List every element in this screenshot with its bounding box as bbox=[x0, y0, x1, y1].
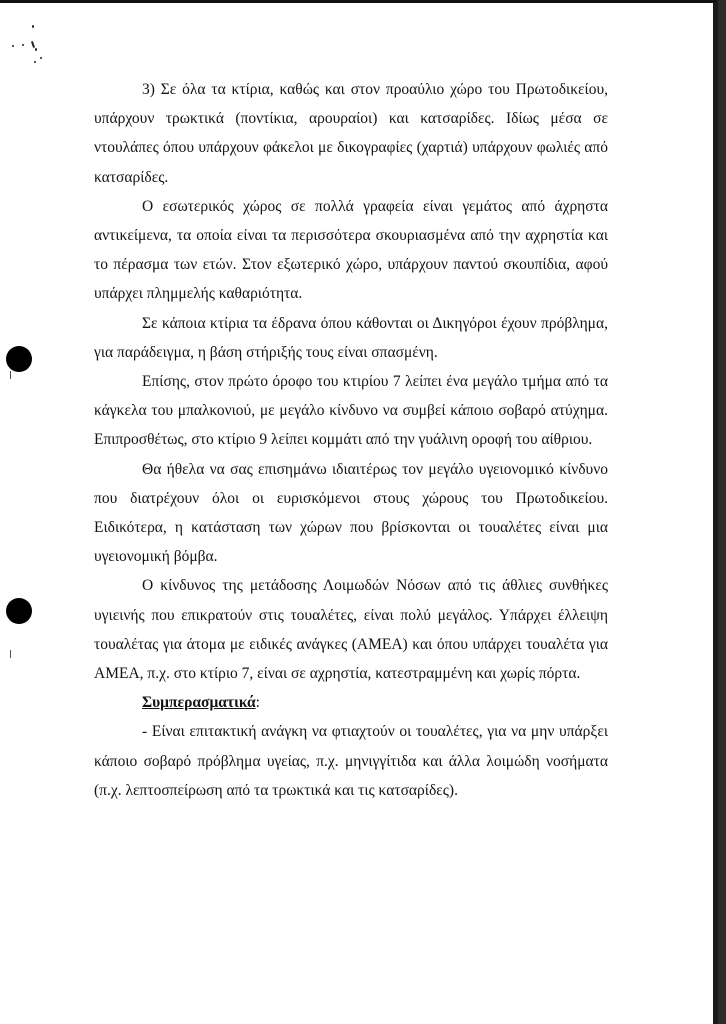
scan-edge bbox=[718, 0, 726, 1024]
paragraph-railings: Επίσης, στον πρώτο όροφο του κτιρίου 7 λείπει ένα μεγάλο τμήμα από τα κάγκελα του μπαλκονιού, με μεγάλο κίνδυνο να συμβεί κάποιο σοβαρό ατύχημα. Επιπροσθέτως, στο κτίριο 9 λείπει κομμάτι από την γυάλινη οροφή του αίθριου. bbox=[94, 373, 608, 449]
paragraph-benches: Σε κάποια κτίρια τα έδρανα όπου κάθονται οι Δικηγόροι έχουν πρόβλημα, για παράδειγμα, η βάση στήριξής τους είναι σπασμένη. bbox=[94, 314, 608, 361]
paragraph-health-risk: Θα ήθελα να σας επισημάνω ιδιαιτέρως τον μεγάλο υγειονομικό κίνδυνο που διατρέχουν όλοι οι ευρισκόμενοι στους χώρους του Πρωτοδικείου. Ειδικότερα, η κατάσταση των χώρων που βρίσκονται οι τουαλέτες είναι μια υγειονομική βόμβα. bbox=[94, 460, 608, 566]
paragraph-infectious-diseases: Ο κίνδυνος της μετάδοσης Λοιμωδών Νόσων από τις άθλιες συνθήκες υγιεινής που επικρατούν στις τουαλέτες, είναι πολύ μεγάλος. Υπάρχει έλλειψη τουαλέτας για άτομα με ειδικές ανάγκες (ΑΜΕΑ) και όπου υπάρχει τουαλέτα για ΑΜΕΑ, π.χ. στο κτίριο 7, είναι σε αχρηστία, κατεστραμμένη και χωρίς πόρτα. bbox=[94, 577, 608, 683]
scan-specks bbox=[10, 17, 50, 77]
punch-hole-mark bbox=[10, 371, 11, 379]
punch-hole-top bbox=[6, 346, 32, 372]
document-body bbox=[94, 75, 608, 805]
paragraph-rodents: 3) Σε όλα τα κτίρια, καθώς και στον προαύλιο χώρο του Πρωτοδικείου, υπάρχουν τρωκτικά (ποντίκια, αρουραίοι) και κατσαρίδες. Ιδίως μέσα σε ντουλάπες όπου υπάρχουν φάκελοι με δικογραφίες (χαρτιά) υπάρχουν φωλιές από κατσαρίδες. bbox=[94, 81, 608, 186]
conclusion-heading-text: Συμπερασματικά bbox=[142, 694, 256, 712]
paragraph-useless-objects: Ο εσωτερικός χώρος σε πολλά γραφεία είναι γεμάτος από άχρηστα αντικείμενα, τα οποία είναι τα περισσότερα σκουριασμένα από την αχρηστία και το πέρασμα των ετών. Στον εξωτερικό χώρο, υπάρχουν παντού σκουπίδια, αφού υπάρχει πλημμελής καθαριότητα. bbox=[94, 197, 608, 303]
punch-hole-bottom bbox=[6, 598, 32, 624]
conclusion-heading bbox=[94, 688, 608, 717]
punch-hole-mark bbox=[10, 650, 11, 658]
conclusion-heading-colon: : bbox=[255, 694, 260, 712]
conclusion-text: - Είναι επιτακτική ανάγκη να φτιαχτούν οι τουαλέτες, για να μην υπάρξει κάποιο σοβαρό πρόβλημα υγείας, π.χ. μηνιγγίτιδα και άλλα λοιμώδη νοσήματα (π.χ. λεπτοσπείρωση από τα τρωκτικά και τις κατσαρίδες). bbox=[94, 723, 608, 799]
